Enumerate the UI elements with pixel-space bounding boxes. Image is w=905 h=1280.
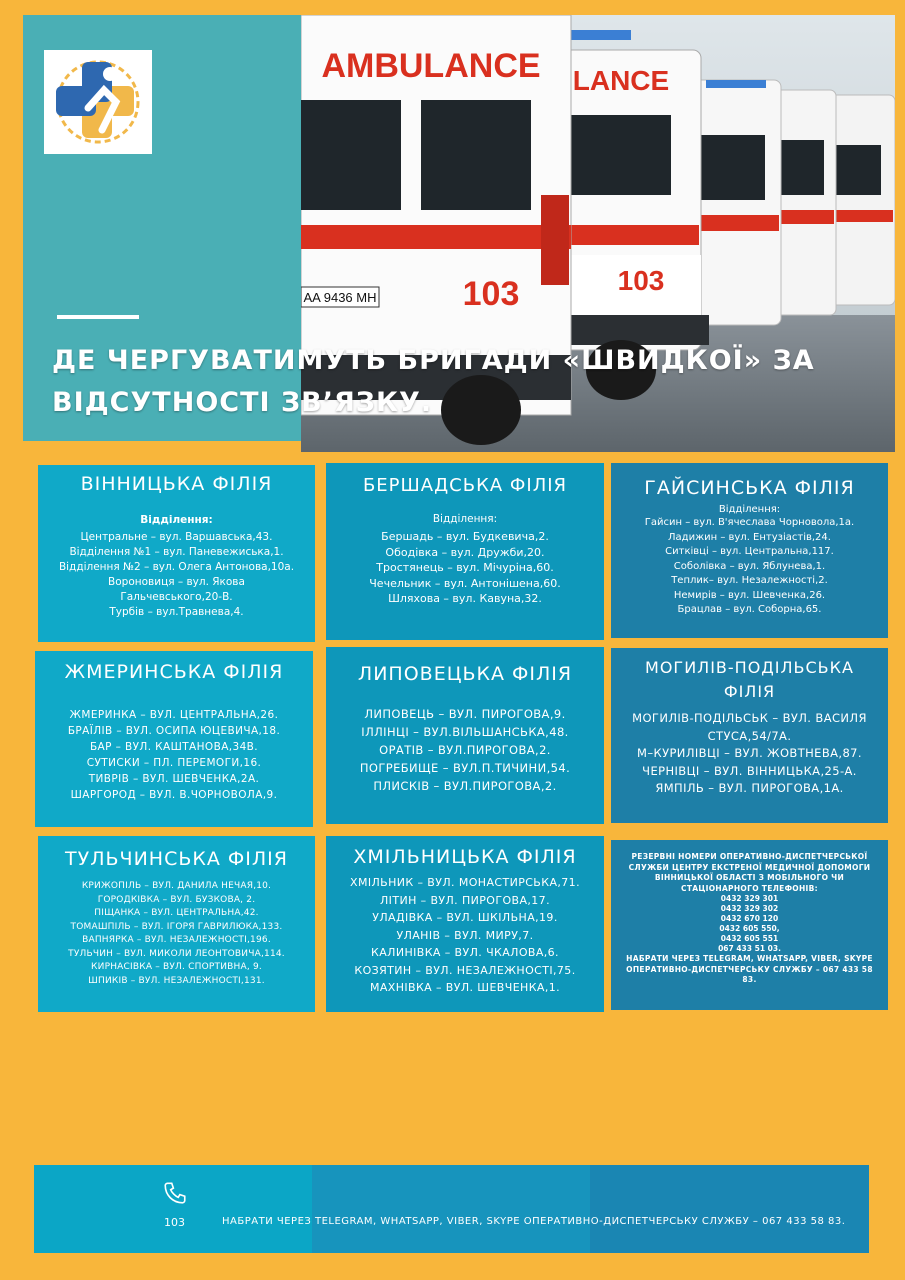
- card-body: [617, 516, 882, 618]
- card-body: [41, 707, 307, 803]
- card-subtitle: Відділення:: [140, 514, 213, 526]
- footer-text: НАБРАТИ ЧЕРЕЗ TELEGRAM, WHATSAPP, VIBER, SKYPE ОПЕРАТИВНО-ДИСПЕТЧЕРСЬКУ СЛУЖБУ – 067 433 58 83.: [222, 1216, 846, 1227]
- list-item: Теплик– вул. Незалежності,2.: [671, 575, 828, 586]
- footer-segment: [34, 1165, 312, 1253]
- list-item: ЛІТИН – ВУЛ. ПИРОГОВА,17.: [380, 893, 550, 907]
- list-item: УЛАДІВКА – ВУЛ. ШКІЛЬНА,19.: [372, 911, 558, 924]
- list-item: СУТИСКИ – ПЛ. ПЕРЕМОГИ,16.: [86, 757, 262, 769]
- card-title: ВІННИЦЬКА ФІЛІЯ: [80, 473, 273, 495]
- list-item: ІЛЛІНЦІ – ВУЛ.ВІЛЬШАНСЬКА,48.: [361, 725, 569, 739]
- list-item: ЖМЕРИНКА – ВУЛ. ЦЕНТРАЛЬНА,26.: [69, 709, 279, 721]
- list-item: БРАЇЛІВ – ВУЛ. ОСИПА ЮЦЕВИЧА,18.: [67, 725, 281, 737]
- phone-number[interactable]: 0432 605 551: [720, 934, 779, 943]
- reserve-numbers: [619, 894, 880, 954]
- card-mohyliv: [611, 648, 888, 823]
- card-title: ЛИПОВЕЦЬКА ФІЛІЯ: [357, 663, 573, 685]
- title-rule: [57, 315, 139, 319]
- card-haisyn: [611, 463, 888, 638]
- list-item: ХМІЛЬНИК – ВУЛ. МОНАСТИРСЬКА,71.: [350, 876, 580, 889]
- unit-number: 103: [462, 275, 520, 313]
- list-item: КАЛИНІВКА – ВУЛ. ЧКАЛОВА,6.: [371, 946, 559, 959]
- phone-number[interactable]: 067 433 51 03.: [718, 944, 781, 953]
- phone-number[interactable]: 0432 670 120: [720, 914, 779, 923]
- list-item: Вороновиця – вул. Якова: [108, 576, 245, 588]
- card-tulchyn: [38, 836, 315, 1012]
- list-item: ЯМПІЛЬ – ВУЛ. ПИРОГОВА,1А.: [655, 781, 844, 795]
- list-item: Ситківці – вул. Центральна,117.: [665, 546, 834, 557]
- card-body: [44, 530, 309, 620]
- list-item: КОЗЯТИН – ВУЛ. НЕЗАЛЕЖНОСТІ,75.: [354, 963, 576, 977]
- phone-number[interactable]: 0432 329 302: [720, 904, 779, 913]
- footer-segment: [590, 1165, 869, 1253]
- list-item: ВАПНЯРКА – ВУЛ. НЕЗАЛЕЖНОСТІ,196.: [82, 935, 271, 945]
- card-title: БЕРШАДСЬКА ФІЛІЯ: [362, 475, 568, 496]
- card-subtitle: Відділення:: [432, 513, 498, 525]
- card-vinnytsia: [38, 465, 315, 642]
- list-item: М–КУРИЛІВЦІ – ВУЛ. ЖОВТНЕВА,87.: [637, 746, 862, 760]
- reserve-outro: НАБРАТИ ЧЕРЕЗ TELEGRAM, WHATSAPP, VIBER, SKYPE ОПЕРАТИВНО-ДИСПЕТЧЕРСЬКУ СЛУЖБУ – 067 433 58 83.: [626, 954, 873, 984]
- medical-cross-logo-icon: [44, 50, 152, 154]
- ambulance-word: AMBULANCE: [321, 47, 541, 85]
- list-item: Центральне – вул. Варшавська,43.: [80, 531, 273, 543]
- card-title: ХМІЛЬНИЦЬКА ФІЛІЯ: [353, 846, 577, 868]
- list-item: ШАРГОРОД – ВУЛ. В.ЧОРНОВОЛА,9.: [70, 789, 278, 801]
- list-item: Ладижин – вул. Ентузіастів,24.: [668, 531, 831, 543]
- phone-icon: [162, 1180, 188, 1206]
- list-item: Соболівка – вул. Яблунева,1.: [673, 560, 826, 572]
- list-item: ГОРОДКІВКА – ВУЛ. БУЗКОВА, 2.: [97, 894, 256, 905]
- card-body: [617, 710, 882, 798]
- footer: [34, 1165, 869, 1253]
- phone-number[interactable]: 0432 329 301: [720, 894, 779, 903]
- list-item: Чечельник – вул. Антонішена,60.: [369, 576, 561, 590]
- card-body: [44, 880, 309, 988]
- list-item: ТУЛЬЧИН – ВУЛ. МИКОЛИ ЛЕОНТОВИЧА,114.: [68, 948, 285, 959]
- list-item: ПЛИСКІВ – ВУЛ.ПИРОГОВА,2.: [373, 779, 557, 793]
- card-body: [332, 529, 598, 607]
- reserve-intro: РЕЗЕРВНІ НОМЕРИ ОПЕРАТИВНО-ДИСПЕТЧЕРСЬКОЇ СЛУЖБИ ЦЕНТРУ ЕКСТРЕНОЇ МЕДИЧНОЇ ДОПОМОГИ ВІННИЦЬКОЇ ОБЛАСТІ З МОБІЛЬНОГО ЧИ СТАЦІОНАРНОГО ТЕЛЕФОНІВ:: [628, 852, 871, 893]
- list-item: Відділення №1 – вул. Паневежиська,1.: [69, 546, 284, 558]
- list-item: Ободівка – вул. Дружби,20.: [385, 545, 545, 559]
- list-item: УЛАНІВ – ВУЛ. МИРУ,7.: [396, 928, 534, 942]
- list-item: ЛИПОВЕЦЬ – ВУЛ. ПИРОГОВА,9.: [364, 707, 566, 721]
- list-item: БАР – ВУЛ. КАШТАНОВА,34В.: [89, 741, 259, 753]
- list-item: Гайсин – вул. В'ячеслава Чорновола,1а.: [644, 517, 855, 528]
- card-bershad: [326, 463, 604, 640]
- list-item: МОГИЛІВ-ПОДІЛЬСЬК – ВУЛ. ВАСИЛЯ: [632, 711, 867, 725]
- headline: ДЕ ЧЕРГУВАТИМУТЬ БРИГАДИ «ШВИДКОЇ» ЗА ВІДСУТНОСТІ ЗВ’ЯЗКУ.: [52, 345, 815, 418]
- logo: [44, 50, 152, 154]
- card-khmilnyk: [326, 836, 604, 1012]
- list-item: ПІЩАНКА – ВУЛ. ЦЕНТРАЛЬНА,42.: [94, 908, 259, 918]
- card-body: [332, 705, 598, 795]
- card-title: ТУЛЬЧИНСЬКА ФІЛІЯ: [65, 848, 288, 870]
- list-item: ТОМАШПІЛЬ – ВУЛ. ІГОРЯ ГАВРИЛЮКА,133.: [70, 921, 283, 932]
- card-lypovets: [326, 647, 604, 824]
- list-item: Тростянець – вул. Мічуріна,60.: [376, 561, 554, 574]
- card-zhmerynka: [35, 651, 313, 827]
- list-item: Немирів – вул. Шевченка,26.: [673, 589, 826, 601]
- list-item: МАХНІВКА – ВУЛ. ШЕВЧЕНКА,1.: [369, 981, 561, 994]
- list-item: Брацлав – вул. Соборна,65.: [677, 604, 822, 615]
- emergency-number[interactable]: 103: [164, 1216, 185, 1229]
- phone-number[interactable]: 0432 605 550,: [719, 924, 780, 933]
- license-plate: AA 9436 MH: [303, 290, 377, 305]
- list-item: ПОГРЕБИЩЕ – ВУЛ.П.ТИЧИНИ,54.: [359, 761, 571, 775]
- svg-text:LANCE: LANCE: [572, 65, 670, 96]
- list-item: Турбів – вул.Травнева,4.: [109, 606, 244, 618]
- card-title: МОГИЛІВ-ПОДІЛЬСЬКА ФІЛІЯ: [645, 658, 854, 701]
- list-item: ШПИКІВ – ВУЛ. НЕЗАЛЕЖНОСТІ,131.: [88, 975, 265, 986]
- list-item: ТИВРІВ – ВУЛ. ШЕВЧЕНКА,2А.: [88, 773, 260, 785]
- list-item: Відділення №2 – вул. Олега Антонова,10а.: [58, 561, 295, 573]
- list-item: СТУСА,54/7А.: [707, 728, 792, 743]
- card-reserve-numbers: [611, 840, 888, 1010]
- card-title: ГАЙСИНСЬКА ФІЛІЯ: [644, 477, 855, 499]
- list-item: КИРНАСІВКА – ВУЛ. СПОРТИВНА, 9.: [91, 962, 262, 972]
- list-item: Гальчевського,20-В.: [120, 591, 233, 603]
- list-item: Шляхова – вул. Кавуна,32.: [388, 592, 542, 605]
- list-item: ЧЕРНІВЦІ – ВУЛ. ВІННИЦЬКА,25-А.: [642, 763, 857, 778]
- list-item: Бершадь – вул. Будкевича,2.: [381, 530, 549, 543]
- footer-segment: [312, 1165, 590, 1253]
- list-item: ОРАТІВ – ВУЛ.ПИРОГОВА,2.: [379, 743, 551, 757]
- card-body: [332, 874, 598, 997]
- list-item: КРИЖОПІЛЬ – ВУЛ. ДАНИЛА НЕЧАЯ,10.: [81, 881, 272, 891]
- card-title: ЖМЕРИНСЬКА ФІЛІЯ: [64, 661, 284, 683]
- unit-number-mid: 103: [617, 265, 665, 296]
- card-subtitle: Відділення:: [718, 504, 781, 515]
